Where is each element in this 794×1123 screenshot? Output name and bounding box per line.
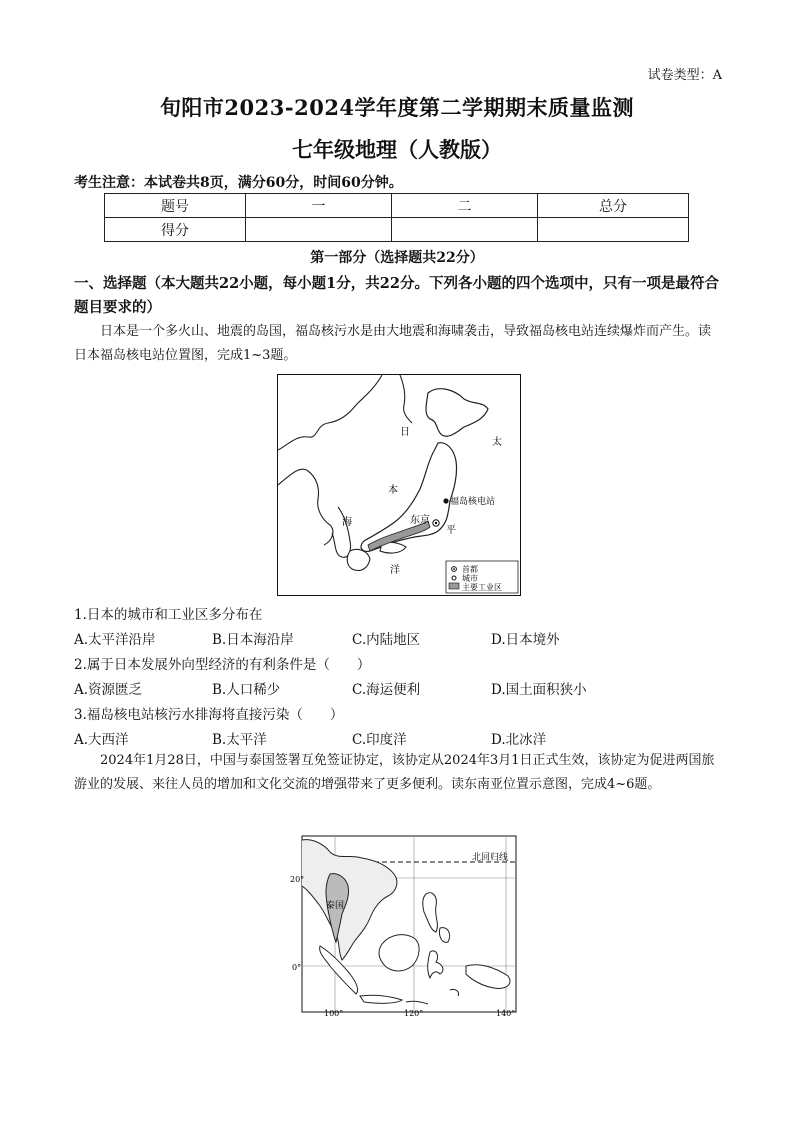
japan-map-graphic <box>278 375 520 595</box>
southeast-asia-map <box>290 834 522 1018</box>
table-cell: 得分 <box>105 218 246 242</box>
map-label: 洋 <box>390 565 400 576</box>
score-field[interactable] <box>538 218 689 242</box>
passage-1: 日本是一个多火山、地震的岛国，福岛核污水是由大地震和海啸袭击，导致福岛核电站连续爆炸而产生。读日本福岛核电站位置图，完成1~3题。 <box>74 324 712 363</box>
tropic-label: 北回归线 <box>472 853 509 863</box>
table-cell: 总分 <box>538 194 689 218</box>
question-1-option-a[interactable]: A.太平洋沿岸 <box>74 632 156 648</box>
exam-title: 旬阳市2023-2024学年度第二学期期末质量监测 <box>159 95 635 120</box>
map-label: 福岛核电站 <box>450 497 496 507</box>
legend-city: 城市 <box>462 574 478 583</box>
fukushima-marker <box>443 498 448 503</box>
question-1-option-b[interactable]: B.日本海沿岸 <box>212 632 294 648</box>
map-label: 本 <box>388 485 398 496</box>
map-label: 海 <box>342 517 352 528</box>
map-label: 日 <box>400 427 410 438</box>
question-2-option-d[interactable]: D.国土面积狭小 <box>491 682 587 698</box>
lat-label-20: 20° <box>290 875 305 884</box>
part1-title: 第一部分（选择题共22分） <box>310 250 484 266</box>
japan-map <box>277 374 521 596</box>
thailand-label: 泰国 <box>326 901 345 911</box>
southeast-asia-map-graphic <box>290 834 522 1018</box>
score-table-score-row <box>105 218 689 242</box>
exam-type-label: 试卷类型：A <box>647 68 722 83</box>
question-1-option-d[interactable]: D.日本境外 <box>491 632 560 648</box>
table-cell: 二 <box>392 194 538 218</box>
section-heading: 一、选择题（本大题共22小题，每小题1分，共22分。下列各小题的四个选项中，只有一项是最符合题目要求的） <box>74 275 719 316</box>
lat-label-0: 0° <box>292 963 302 972</box>
legend-industrial: 主要工业区 <box>462 583 502 592</box>
candidate-notice: 考生注意：本试卷共8页，满分60分，时间60分钟。 <box>74 175 403 191</box>
question-3-option-a[interactable]: A.大西洋 <box>74 732 129 748</box>
question-3-option-b[interactable]: B.太平洋 <box>212 732 267 748</box>
lon-label-120: 120° <box>404 1009 424 1018</box>
question-2-option-a[interactable]: A.资源匮乏 <box>74 682 143 698</box>
lon-label-140: 140° <box>496 1009 516 1018</box>
legend-capital: 首都 <box>462 565 478 574</box>
question-2-option-b[interactable]: B.人口稀少 <box>212 682 281 698</box>
question-3-stem: 3.福岛核电站核污水排海将直接污染（ ） <box>74 707 344 723</box>
score-table-header-row <box>105 194 689 218</box>
score-field[interactable] <box>246 218 392 242</box>
question-3-option-d[interactable]: D.北冰洋 <box>491 732 547 748</box>
score-table <box>104 193 689 242</box>
question-2-stem: 2.属于日本发展外向型经济的有利条件是（ ） <box>74 657 371 673</box>
question-1-stem: 1.日本的城市和工业区多分布在 <box>74 607 263 623</box>
score-field[interactable] <box>392 218 538 242</box>
table-cell: 一 <box>246 194 392 218</box>
lon-label-100: 100° <box>324 1009 344 1018</box>
question-1-option-c[interactable]: C.内陆地区 <box>352 632 421 648</box>
map-label: 太 <box>492 437 502 448</box>
exam-subtitle: 七年级地理（人教版） <box>292 137 502 162</box>
passage-2: 2024年1月28日，中国与泰国签署互免签证协定，该协定从2024年3月1日正式生效，该协定为促进两国旅游业的发展、来往人员的增加和文化交流的增强带来了更多便利。读东南亚位置示意图，完成4~6题。 <box>74 753 715 792</box>
question-2-option-c[interactable]: C.海运便利 <box>352 682 421 698</box>
map-label: 东京 <box>410 515 430 526</box>
table-cell: 题号 <box>105 194 246 218</box>
map-label: 平 <box>446 525 456 536</box>
question-3-option-c[interactable]: C.印度洋 <box>352 732 407 748</box>
